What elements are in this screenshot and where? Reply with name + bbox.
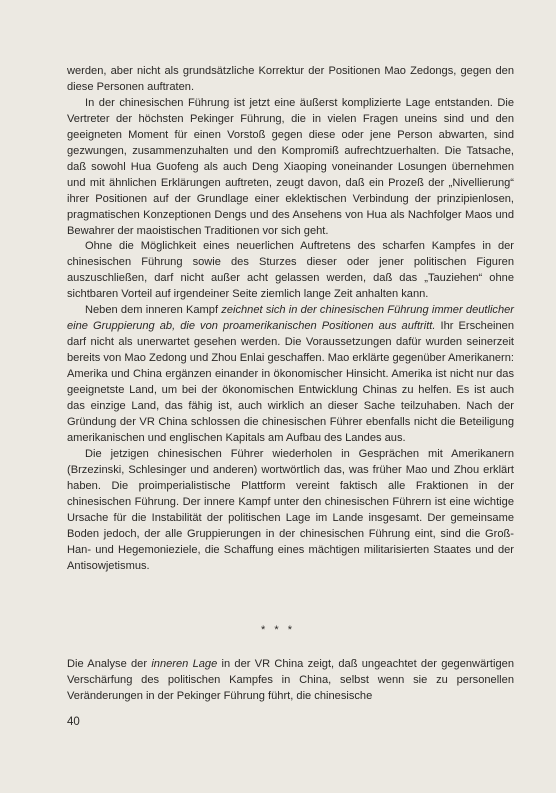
emphasis: zeichnet sich in der chinesischen Führung immer deutlicher eine Gruppierung ab, die von proamerikanischen Positionen aus auftritt. <box>67 304 514 333</box>
bottom-paragraph <box>67 657 514 705</box>
body-text <box>67 64 514 575</box>
paragraph-3: Ohne die Möglichkeit eines neuerlichen Auftretens des scharfen Kampfes in der chinesischen Führung sowie des Sturzes dieser oder jener politischen Figuren auszuschließen, darf nicht außer acht gelassen werden, daß das „Tauziehen“ ohne sichtbaren Vorteil auf irgendeiner Seite ziemlich lange Zeit anhalten kann. <box>67 240 514 301</box>
paragraph-5: Die jetzigen chinesischen Führer wiederholen in Gesprächen mit Amerikanern (Brzezinski, Schlesinger und anderen) wortwörtlich das, was früher Mao und Zhou erklärt haben. Die proimperialistische Plattform vereint faktisch alle Fraktionen in der chinesischen Führung. Der innere Kampf unter den chinesischen Führern ist eine wichtige Ursache für die Instabilität der politischen Lage im Lande insgesamt. Der gemeinsame Boden jedoch, der alle Gruppierungen in der chinesischen Führung eint, sind die Groß-Han- und Hegemonieziele, die Schaffung eines mächtigen militarisierten Staates und der Antisowjetismus. <box>67 447 514 572</box>
paragraph-4: Neben dem inneren Kampf zeichnet sich in der chinesischen Führung immer deutlicher eine Gruppierung ab, die von proamerikanischen Positionen aus auftritt. Ihr Erscheinen darf nicht als unerwartet gesehen werden. Die Voraussetzungen dafür wurden seinerzeit bereits von Mao Zedong und Zhou Enlai geschaffen. Mao erklärte gegenüber Amerikanern: Amerika und China ergänzen einander in ökonomischer Hinsicht. Amerika ist nicht nur das geeignetste Land, um bei der ökonomischen Entwicklung Chinas zu helfen. Es ist auch das einzige Land, das fähig ist, auch wirklich an dieser Sache teilzuhaben. Nach der Gründung der VR China schlossen die chinesischen Führer ebenfalls nicht die Beteiligung amerikanischen und englischen Kapitals am Aufbau des Landes aus. <box>67 304 514 444</box>
paragraph-1: werden, aber nicht als grundsätzliche Korrektur der Positionen Mao Zedongs, gegen den diese Personen auftraten. <box>67 65 514 93</box>
paragraph-2: In der chinesischen Führung ist jetzt eine äußerst komplizierte Lage entstanden. Die Vertreter der höchsten Pekinger Führung, die in vielen Fragen uneins sind und den geeigneten Moment für einen Vorstoß gegen diese oder jene Person abwarten, sind gezwungen, zusammenzuhalten und den Kompromiß aufrechtzuerhalten. Die Tatsache, daß sowohl Hua Guofeng als auch Deng Xiaoping voneinander Losungen übernehmen und mit ähnlichen Erklärungen auftreten, zeugt davon, daß ein Prozeß der „Nivellierung“ ihrer Positionen auf der Grundlage einer eklektischen Verbindung der prinzipienlosen, pragmatischen Konzeptionen Dengs und des Ansehens von Hua als Nachfolger Maos und Bewahrer der maoistischen Traditionen vor sich geht. <box>67 96 514 237</box>
section-separator: * * * <box>261 624 295 636</box>
emphasis: inneren Lage <box>151 658 218 670</box>
page-number: 40 <box>67 716 80 728</box>
paragraph-6: Die Analyse der inneren Lage in der VR China zeigt, daß ungeachtet der gegenwärtigen Verschärfung des politischen Kampfes in China, selbst wenn sie zu personellen Veränderungen in der Pekinger Führung führt, die chinesische <box>67 658 514 702</box>
